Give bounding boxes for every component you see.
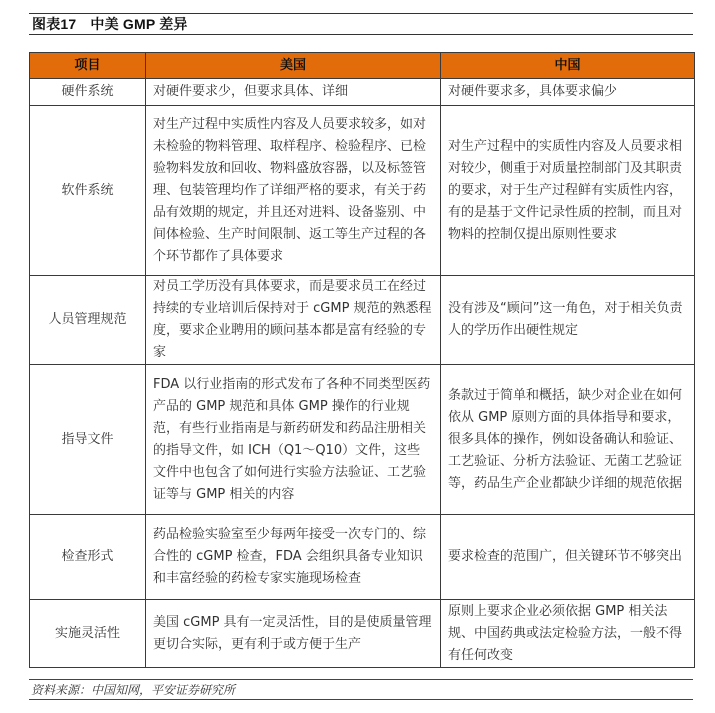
figure-number: 图表17	[32, 16, 77, 32]
figure-title: 中美 GMP 差异	[90, 16, 188, 32]
gmp-comparison-table	[29, 52, 695, 668]
row-china-cell: 没有涉及“顾问”这一角色，对于相关负责人的学历作出硬性规定	[441, 276, 695, 365]
row-usa-cell: 对硬件要求少，但要求具体、详细	[146, 79, 441, 106]
row-usa-cell: 美国 cGMP 具有一定灵活性，目的是使质量管理更切合实际，更有利于或方便于生产	[146, 600, 441, 668]
row-item-cell: 检查形式	[30, 515, 146, 600]
table-row	[30, 276, 695, 365]
row-item-cell: 硬件系统	[30, 79, 146, 106]
table-row	[30, 600, 695, 668]
table-row	[30, 79, 695, 106]
header-usa: 美国	[146, 53, 441, 79]
figure-title-bar	[29, 13, 693, 35]
row-usa-cell: FDA 以行业指南的形式发布了各种不同类型医药产品的 GMP 规范和具体 GMP 操作的行业规范，有些行业指南是与新药研发和药品注册相关的指导文件，如 ICH（Q1～Q10）文件，这些文件中也包含了如何进行实验方法验证、工艺验证等与 GMP 相关的内容	[146, 365, 441, 515]
row-china-cell: 对硬件要求多，具体要求偏少	[441, 79, 695, 106]
row-item-cell: 实施灵活性	[30, 600, 146, 668]
source-note: 资料来源：中国知网，平安证券研究所	[29, 679, 693, 700]
table-row	[30, 515, 695, 600]
table-row	[30, 106, 695, 276]
table-row	[30, 365, 695, 515]
table-header-row	[30, 53, 695, 79]
row-item-cell: 人员管理规范	[30, 276, 146, 365]
row-item-cell: 指导文件	[30, 365, 146, 515]
row-china-cell: 原则上要求企业必须依据 GMP 相关法规、中国药典或法定检验方法，一般不得有任何改变	[441, 600, 695, 668]
row-china-cell: 对生产过程中的实质性内容及人员要求相对较少，侧重于对质量控制部门及其职责的要求，对于生产过程鲜有实质性内容，有的是基于文件记录性质的控制，而且对物料的控制仅提出原则性要求	[441, 106, 695, 276]
row-usa-cell: 药品检验实验室至少每两年接受一次专门的、综合性的 cGMP 检查，FDA 会组织具备专业知识和丰富经验的药检专家实施现场检查	[146, 515, 441, 600]
row-usa-cell: 对员工学历没有具体要求，而是要求员工在经过持续的专业培训后保持对于 cGMP 规范的熟悉程度，要求企业聘用的顾问基本都是富有经验的专家	[146, 276, 441, 365]
header-china: 中国	[441, 53, 695, 79]
row-china-cell: 要求检查的范围广，但关键环节不够突出	[441, 515, 695, 600]
row-item-cell: 软件系统	[30, 106, 146, 276]
header-item: 项目	[30, 53, 146, 79]
row-usa-cell: 对生产过程中实质性内容及人员要求较多，如对未检验的物料管理、取样程序、检验程序、已检验物料发放和回收、物料盛放容器，以及标签管理、包装管理均作了详细严格的要求，有关于药品有效期的规定，并且还对进料、设备鉴别、中间体检验、生产时间限制、返工等生产过程的各个环节都作了具体要求	[146, 106, 441, 276]
row-china-cell: 条款过于简单和概括，缺少对企业在如何依从 GMP 原则方面的具体指导和要求，很多具体的操作，例如设备确认和验证、工艺验证、分析方法验证、无菌工艺验证等，药品生产企业都缺少详细的规范依据	[441, 365, 695, 515]
